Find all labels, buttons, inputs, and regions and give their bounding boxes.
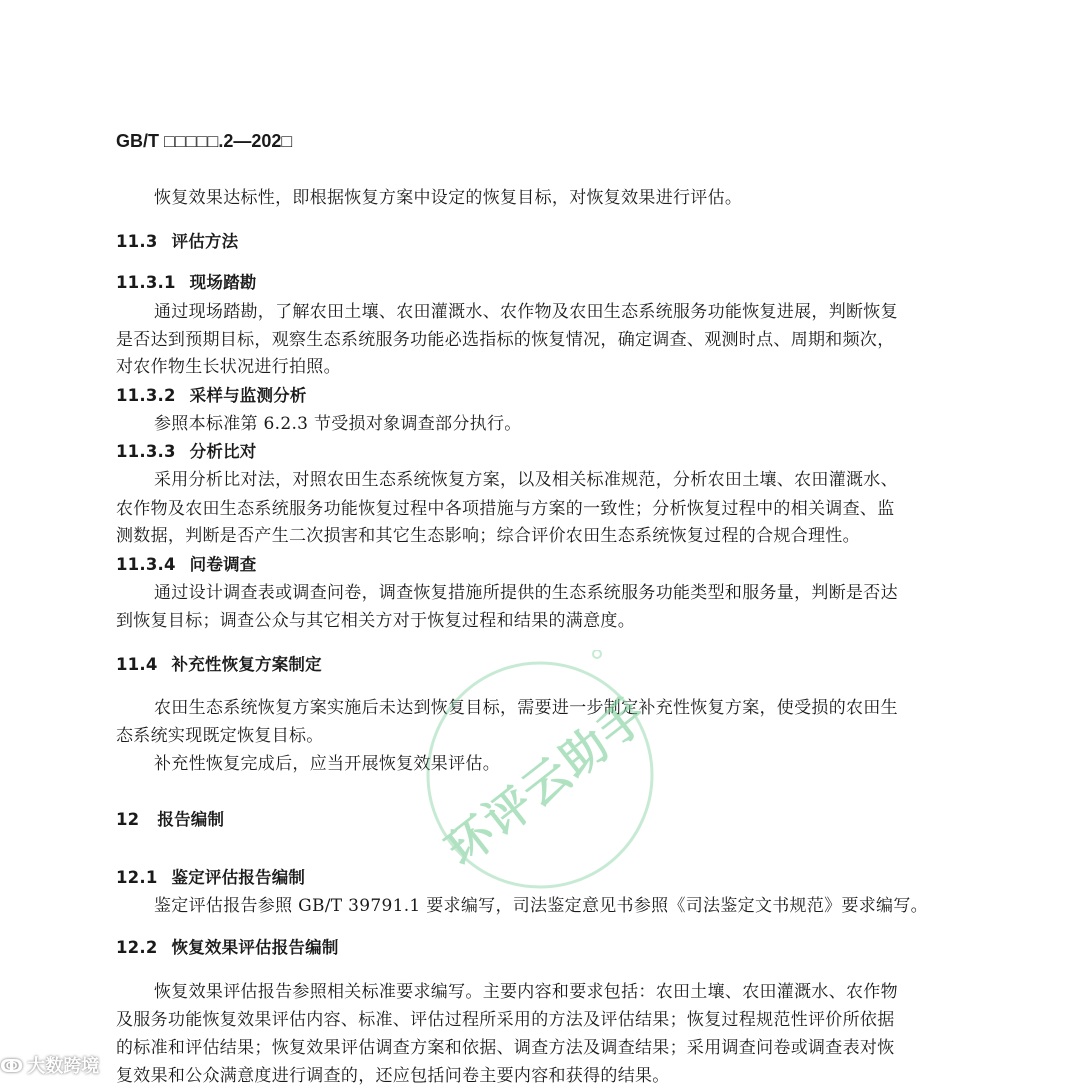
section-title: 现场踏勘 <box>189 273 257 292</box>
section-number: 12.1 <box>116 868 158 887</box>
section-heading-12-1 <box>116 864 305 888</box>
section-title: 报告编制 <box>157 810 225 829</box>
corner-watermark-text: 大数跨境 <box>27 1056 100 1077</box>
paragraph-line: 到恢复目标；调查公众与其它相关方对于恢复过程和结果的满意度。 <box>116 611 635 631</box>
section-number: 11.3.4 <box>116 555 176 574</box>
watermark-text: 环评云助手 <box>435 686 659 877</box>
paragraph-line: 及服务功能恢复效果评估内容、标准、评估过程所采用的方法及评估结果；恢复过程规范性评价所依据 <box>116 1010 895 1030</box>
watermark-stamp <box>415 650 665 900</box>
paragraph-line: 农田生态系统恢复方案实施后未达到恢复目标，需要进一步制定补充性恢复方案，使受损的农田生 <box>154 698 898 718</box>
section-title: 补充性恢复方案制定 <box>171 655 322 674</box>
section-heading-11-3-4 <box>116 551 256 575</box>
paragraph-line: 通过设计调查表或调查问卷，调查恢复措施所提供的生态系统服务功能类型和服务量，判断是否达 <box>154 583 898 603</box>
section-heading-11-3-2 <box>116 382 307 406</box>
section-heading-12 <box>116 806 224 830</box>
paragraph-line: 补充性恢复完成后，应当开展恢复效果评估。 <box>154 754 500 774</box>
section-number: 12 <box>116 810 140 829</box>
section-heading-11-3-3 <box>116 438 256 462</box>
paragraph-line: 采用分析比对法，对照农田生态系统恢复方案，以及相关标准规范，分析农田土壤、农田灌溉水、 <box>154 470 898 490</box>
section-heading-11-4 <box>116 651 322 675</box>
section-number: 11.3 <box>116 232 158 251</box>
paragraph-line: 恢复效果达标性，即根据恢复方案中设定的恢复目标，对恢复效果进行评估。 <box>154 188 743 208</box>
section-title: 鉴定评估报告编制 <box>171 868 306 887</box>
section-number: 11.3.3 <box>116 442 176 461</box>
section-heading-12-2 <box>116 934 339 958</box>
document-header: GB/T □□□□□.2—202□ <box>116 131 293 151</box>
paragraph-line: 参照本标准第 6.2.3 节受损对象调查部分执行。 <box>154 414 522 434</box>
section-heading-11-3-1 <box>116 269 256 293</box>
section-title: 采样与监测分析 <box>189 386 307 405</box>
section-number: 11.3.2 <box>116 386 176 405</box>
section-title: 评估方法 <box>171 232 239 251</box>
paragraph-line: 农作物及农田生态系统服务功能恢复过程中各项措施与方案的一致性；分析恢复过程中的相关调查、监 <box>116 499 895 519</box>
paragraph-line: 鉴定评估报告参照 GB/T 39791.1 要求编写，司法鉴定意见书参照《司法鉴定文书规范》要求编写。 <box>154 896 928 916</box>
link-icon: ↂ <box>0 1056 24 1077</box>
paragraph-line: 测数据，判断是否产生二次损害和其它生态影响；综合评价农田生态系统恢复过程的合规合理性。 <box>116 526 860 546</box>
section-number: 12.2 <box>116 938 158 957</box>
paragraph-line: 通过现场踏勘，了解农田土壤、农田灌溉水、农作物及农田生态系统服务功能恢复进展，判断恢复 <box>154 302 898 322</box>
section-number: 11.4 <box>116 655 158 674</box>
paragraph-line: 的标准和评估结果；恢复效果评估调查方案和依据、调查方法及调查结果；采用调查问卷或调查表对恢 <box>116 1038 895 1058</box>
section-title: 恢复效果评估报告编制 <box>171 938 339 957</box>
section-title: 分析比对 <box>189 442 257 461</box>
paragraph-line: 复效果和公众满意度进行调查的，还应包括问卷主要内容和获得的结果。 <box>116 1066 670 1086</box>
paragraph-line: 是否达到预期目标，观察生态系统服务功能必选指标的恢复情况，确定调查、观测时点、周期和频次， <box>116 330 895 350</box>
paragraph-line: 恢复效果评估报告参照相关标准要求编写。主要内容和要求包括：农田土壤、农田灌溉水、农作物 <box>154 982 898 1002</box>
paragraph-line: 对农作物生长状况进行拍照。 <box>116 357 341 377</box>
section-title: 问卷调查 <box>189 555 257 574</box>
section-number: 11.3.1 <box>116 273 176 292</box>
paragraph-line: 态系统实现既定恢复目标。 <box>116 726 324 746</box>
section-heading-11-3 <box>116 228 238 252</box>
corner-watermark <box>0 1052 99 1078</box>
